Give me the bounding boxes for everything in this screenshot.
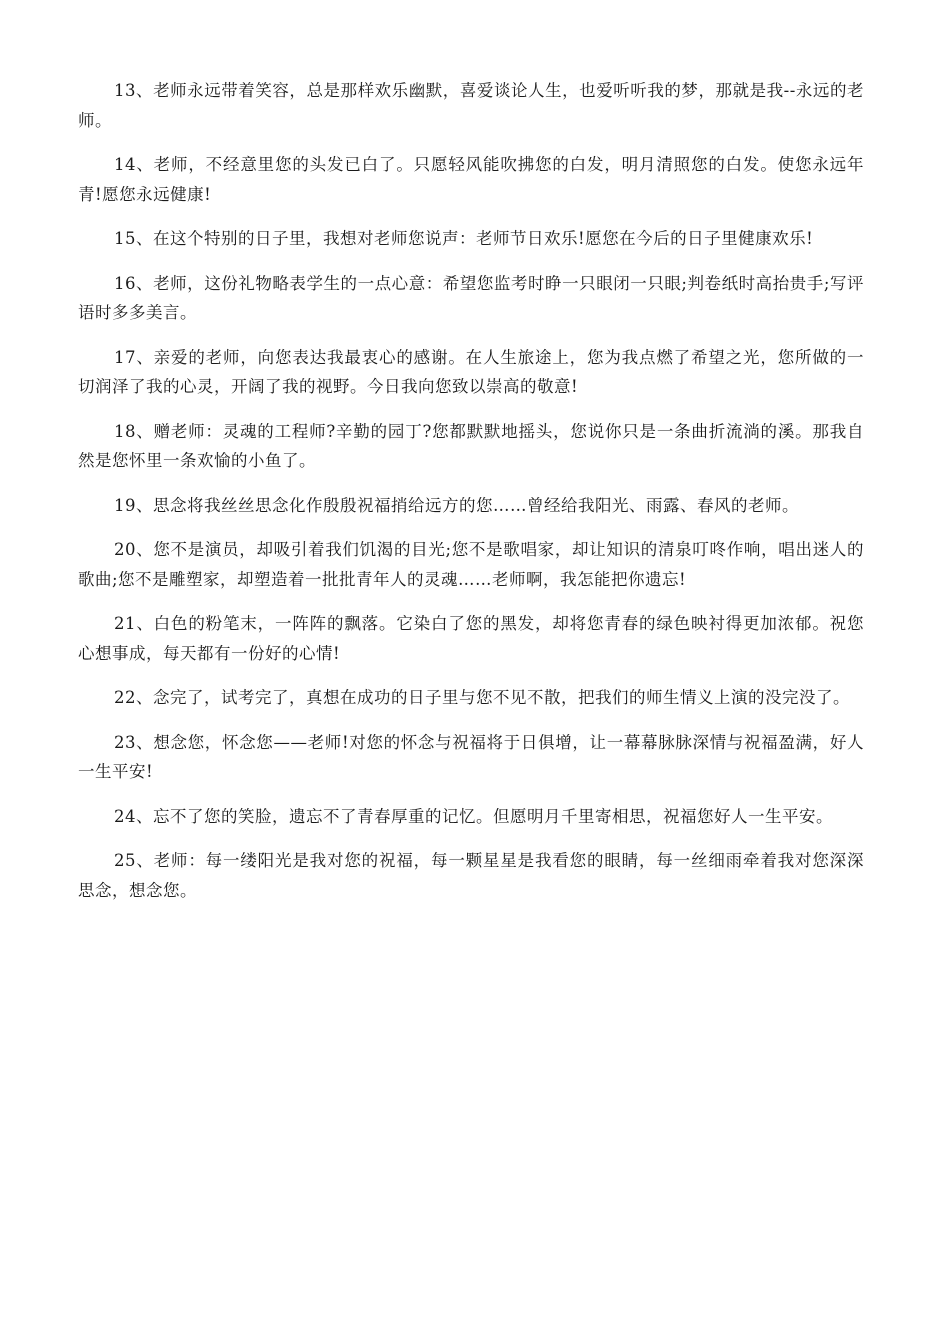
paragraph-25: 25、老师：每一缕阳光是我对您的祝福，每一颗星星是我看您的眼睛，每一丝细雨牵着我对您深深思念，想念您。: [78, 851, 864, 900]
paragraph-23: 23、想念您，怀念您——老师!对您的怀念与祝福将于日俱增，让一幕幕脉脉深情与祝福盈满，好人一生平安!: [78, 732, 864, 781]
document-body: [78, 76, 864, 920]
paragraph-15: 15、在这个特别的日子里，我想对老师您说声：老师节日欢乐!愿您在今后的日子里健康欢乐!: [114, 229, 814, 248]
paragraph-18: 18、赠老师：灵魂的工程师?辛勤的园丁?您都默默地摇头，您说你只是一条曲折流淌的溪。那我自然是您怀里一条欢愉的小鱼了。: [78, 421, 864, 470]
paragraph-19: 19、思念将我丝丝思念化作殷殷祝福捎给远方的您……曾经给我阳光、雨露、春风的老师。: [114, 495, 799, 515]
paragraph-17: 17、亲爱的老师，向您表达我最衷心的感谢。在人生旅途上，您为我点燃了希望之光，您所做的一切润泽了我的心灵，开阔了我的视野。今日我向您致以崇高的敬意!: [78, 347, 864, 396]
paragraph-16: 16、老师，这份礼物略表学生的一点心意：希望您监考时睁一只眼闭一只眼;判卷纸时高抬贵手;写评语时多多美言。: [78, 273, 864, 322]
paragraph-22: 22、念完了，试考完了，真想在成功的日子里与您不见不散，把我们的师生情义上演的没完没了。: [114, 688, 850, 707]
paragraph-14: 14、老师，不经意里您的头发已白了。只愿轻风能吹拂您的白发，明月清照您的白发。使您永远年青!愿您永远健康!: [78, 155, 864, 204]
paragraph-13: 13、老师永远带着笑容，总是那样欢乐幽默，喜爱谈论人生，也爱听听我的梦，那就是我--永远的老师。: [78, 81, 864, 130]
paragraph-20: 20、您不是演员，却吸引着我们饥渴的目光;您不是歌唱家，却让知识的清泉叮咚作响，唱出迷人的歌曲;您不是雕塑家，却塑造着一批批青年人的灵魂……老师啊，我怎能把你遗忘!: [78, 540, 864, 589]
paragraph-24: 24、忘不了您的笑脸，遗忘不了青春厚重的记忆。但愿明月千里寄相思，祝福您好人一生平安。: [114, 806, 833, 826]
paragraph-21: 21、白色的粉笔末，一阵阵的飘落。它染白了您的黑发，却将您青春的绿色映衬得更加浓郁。祝您心想事成，每天都有一份好的心情!: [78, 614, 864, 663]
